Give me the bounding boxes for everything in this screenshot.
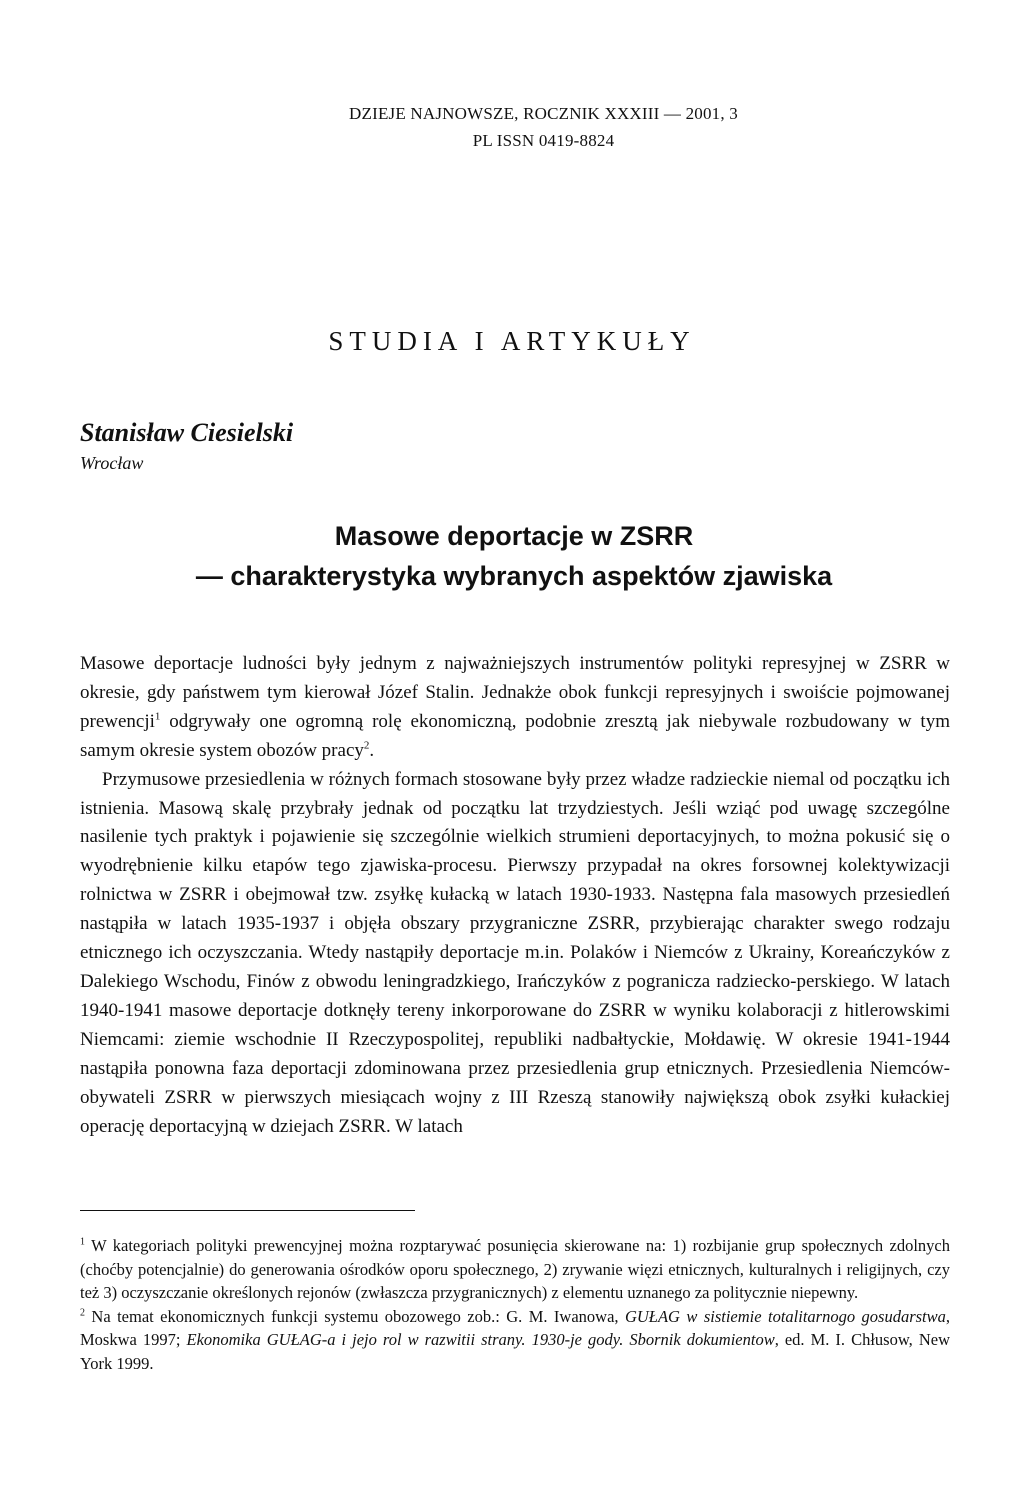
journal-line: DZIEJE NAJNOWSZE, ROCZNIK XXXIII — 2001, 3 — [349, 104, 738, 123]
section-title: STUDIA I ARTYKUŁY — [328, 326, 696, 356]
author-affiliation: Wrocław — [80, 453, 144, 473]
footnote-text: W kategoriach polityki prewencyjnej można rozptarywać posunięcia skierowane na: 1) rozbijanie grup społecznych zdolnych (choćby potencjalnie) do generowania ośrodków oporu społecznego, 2) zrywanie więzi etnicznych, kulturalnych i religijnych, czy też 3) oczyszczanie określonych rejonów (zwłaszcza przygranicznych) z elementu uznanego za politycznie niepewny. — [80, 1236, 950, 1302]
article-title — [80, 516, 948, 596]
body-paragraph-2: Przymusowe przesiedlenia w różnych formach stosowane były przez władze radzieckie niemal od początku ich istnienia. Masową skalę przybrały jednak od początku lat trzydziestych. Jeśli wziąć pod uwagę szczególne nasilenie tych praktyk i pojawienie się szczególnie wielkich strumieni deportacyjnych, to można pokusić się o wyodrębnienie kilku etapów tego zjawiska-procesu. Pierwszy przypadał na okres forsownej kolektywizacji rolnictwa w ZSRR i obejmował tzw. zsyłkę kułacką w latach 1930-1933. Następna fala masowych przesiedleń nastąpiła w latach 1935-1937 i objęła obszary przygraniczne ZSRR, przybierając charakter swego rodzaju etnicznego ich oczyszczania. Wtedy nastąpiły deportacje m.in. Polaków i Niemców z Ukrainy, Koreańczyków z Dalekiego Wschodu, Finów z obwodu leningradzkiego, Irańczyków z pogranicza radziecko-perskiego. W latach 1940-1941 masowe deportacje dotknęły tereny inkorporowane do ZSRR w wyniku kolaboracji z hitlerowskimi Niemcami: ziemie wschodnie II Rzeczypospolitej, republiki nadbałtyckie, Mołdawię. W okresie 1941-1944 nastąpiła ponowna faza deportacji zdominowana przez przesiedlenia grup etnicznych. Przesiedlenia Niemców-obywateli ZSRR w pierwszych miesiącach wojny z III Rzeszą stanowiły największą obok zsyłki kułackiej operację deportacyjną w dziejach ZSRR. W latach — [80, 768, 950, 1137]
body-text: . — [369, 739, 375, 761]
footnote-text: Na temat ekonomicznych funkcji systemu obozowego zob.: G. M. Iwanowa, — [85, 1306, 625, 1326]
footnotes — [80, 1234, 950, 1375]
footnote-2 — [80, 1305, 950, 1376]
footnote-ref-1[interactable]: 1 — [154, 710, 161, 723]
cited-title: Ekonomika GUŁAG-a i jejo rol w razwitii strany. 1930-je gody. Sbornik dokumientow — [186, 1330, 775, 1349]
article-body — [80, 650, 950, 1141]
footnote-text: , ed. M. I. Chłusow, New York 1999. — [80, 1330, 950, 1373]
footnote-number-1: 1 — [80, 1236, 85, 1248]
issn-line: PL ISSN 0419-8824 — [472, 131, 615, 150]
cited-title: GUŁAG w sistiemie totalitarnogo gosudarstwa — [624, 1306, 946, 1326]
footnote-ref-2[interactable]: 2 — [363, 739, 370, 752]
footnote-number-2: 2 — [80, 1307, 85, 1318]
footnote-1 — [80, 1234, 950, 1305]
footnote-separator — [80, 1210, 415, 1211]
author-name: Stanisław Ciesielski — [80, 418, 294, 447]
body-text: odgrywały one ogromną rolę ekonomiczną, podobnie zresztą jak niebywale rozbudowany w tym samym okresie system obozów pracy — [80, 710, 950, 761]
article-title-line2: — charakterystyka wybranych aspektów zjawiska — [195, 561, 833, 591]
body-paragraph-1 — [80, 650, 950, 766]
body-text: Masowe deportacje ludności były jednym z najważniejszych instrumentów polityki represyjnej w ZSRR w okresie, gdy państwem tym kierował Józef Stalin. Jednakże obok funkcji represyjnych i swoiście pojmowanej prewencji — [80, 653, 950, 732]
article-title-line1: Masowe deportacje w ZSRR — [334, 521, 694, 551]
journal-header — [0, 100, 1024, 154]
footnote-text: , Moskwa 1997; — [80, 1306, 950, 1349]
